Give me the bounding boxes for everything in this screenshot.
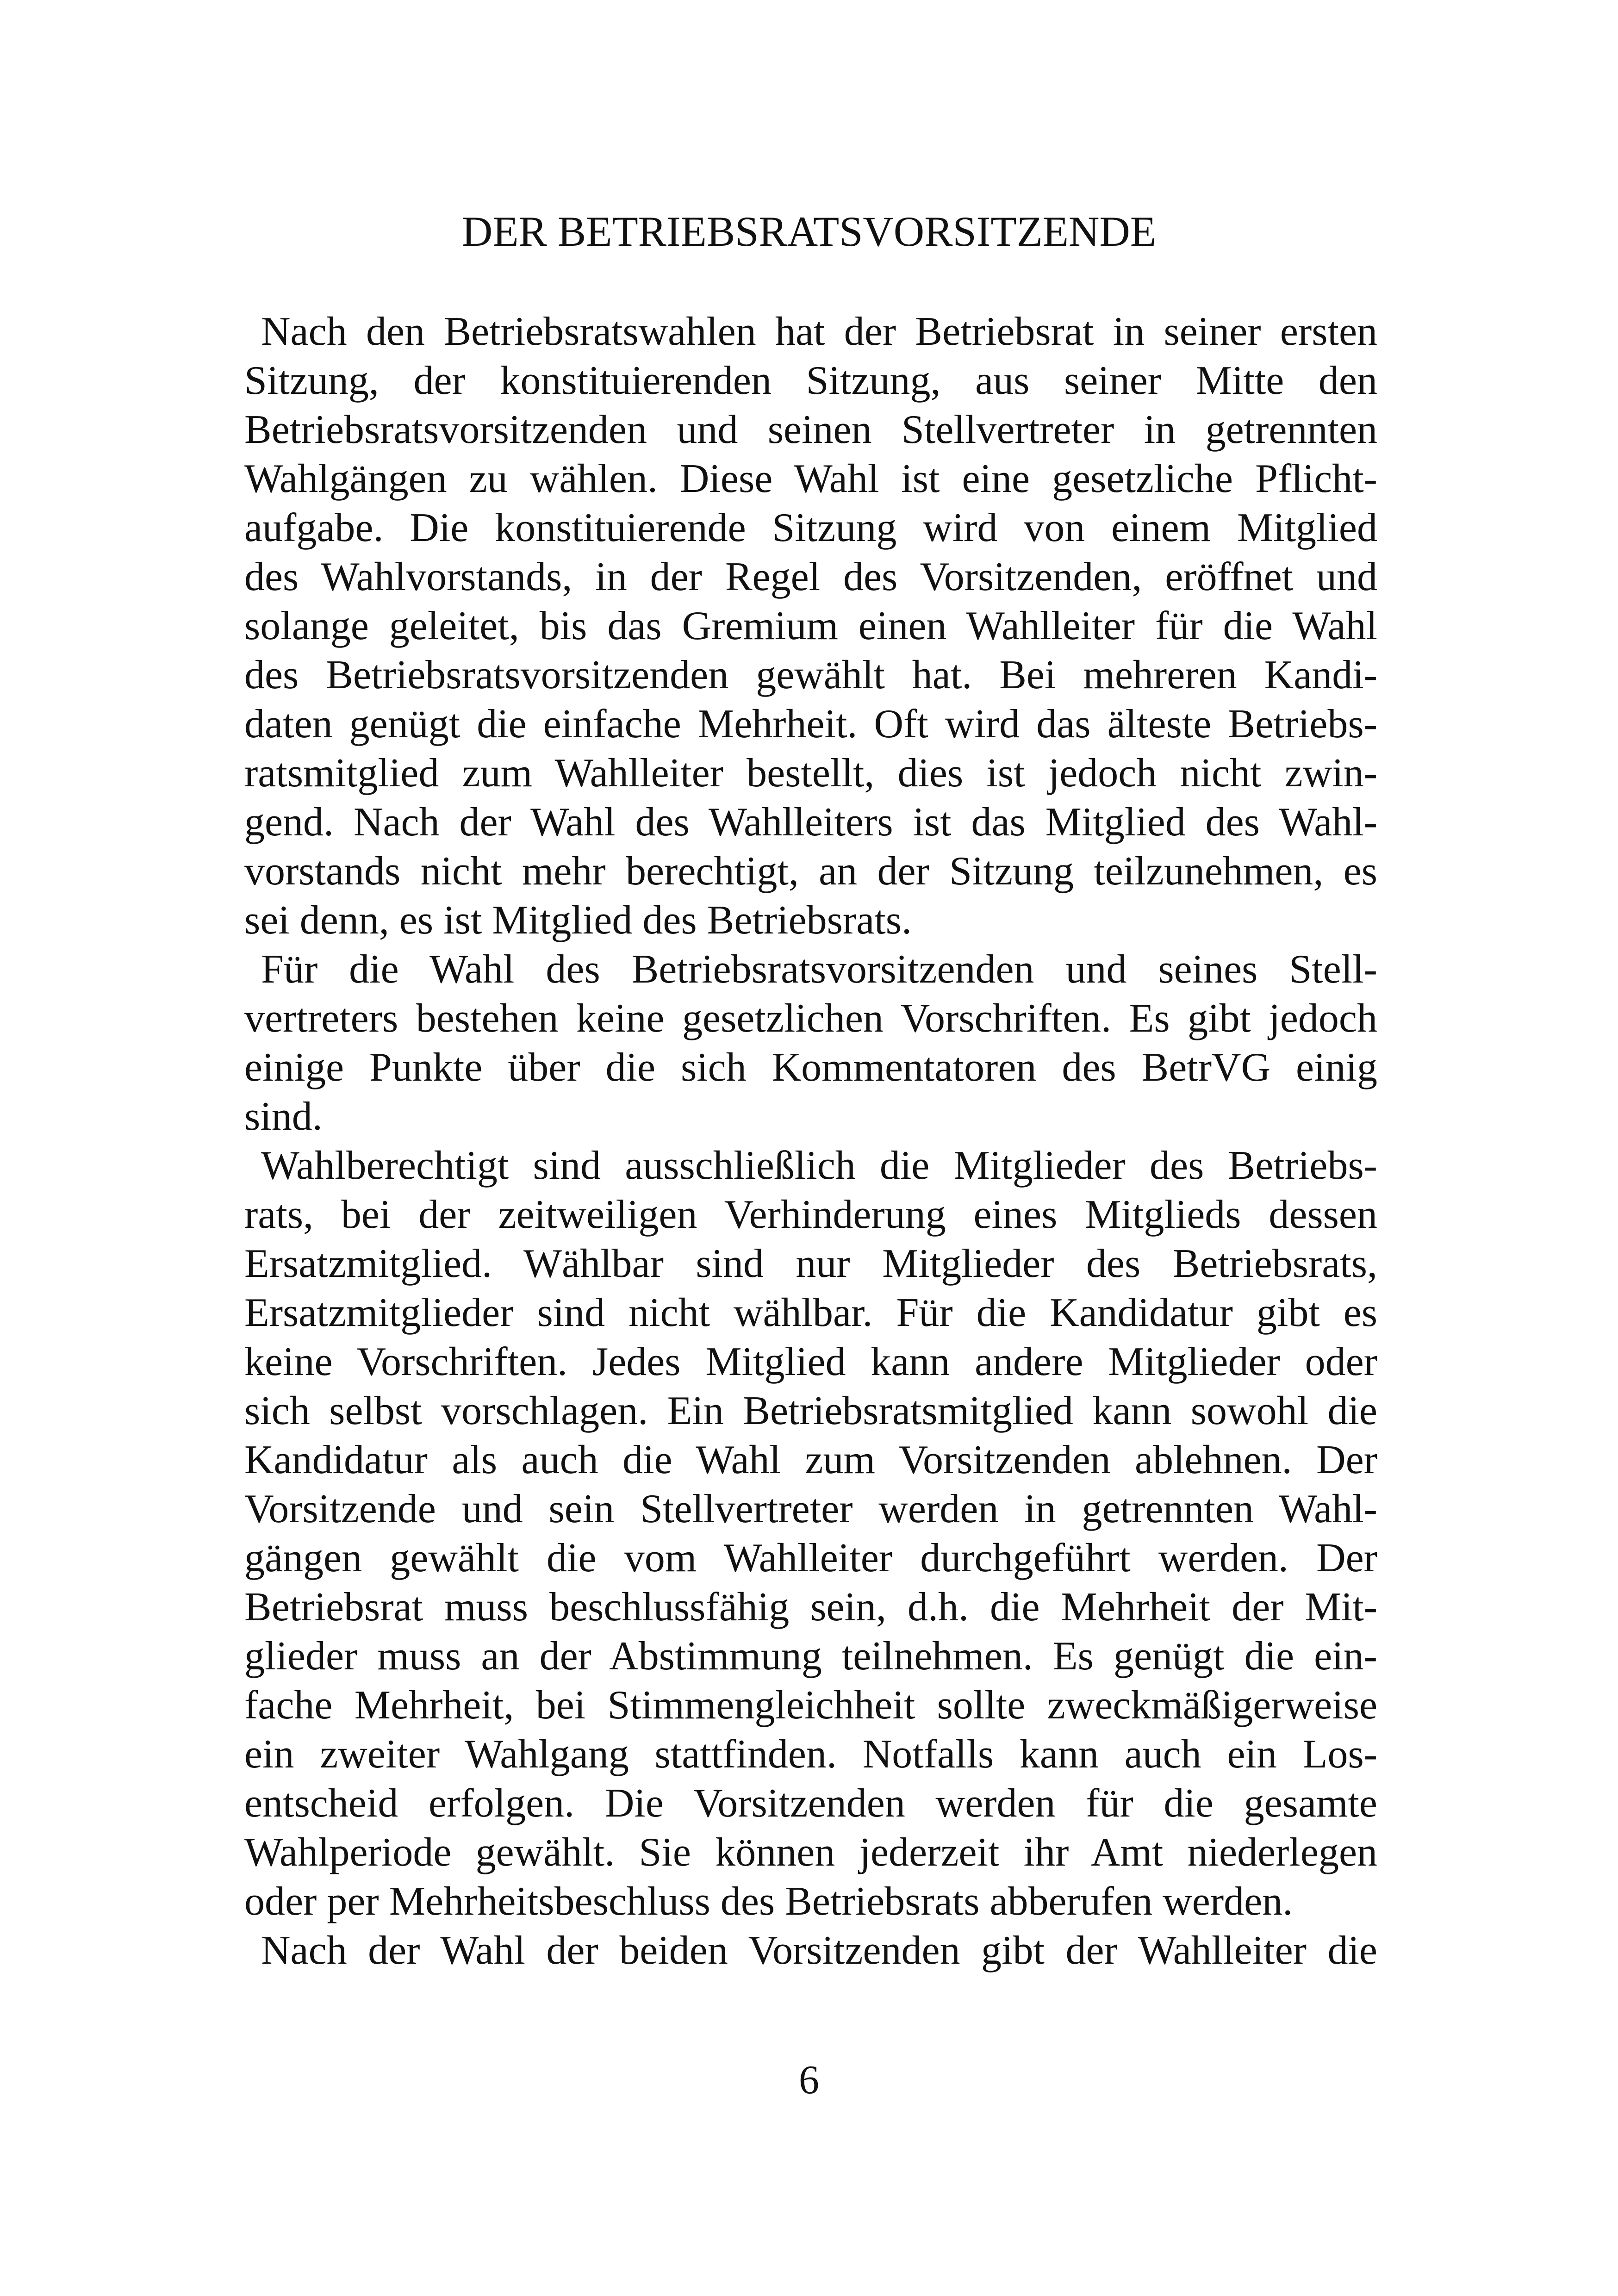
text-line: gängen gewählt die vom Wahlleiter durchgeführt werden. Der	[244, 1536, 1377, 1580]
text-line: Kandidatur als auch die Wahl zum Vorsitzenden ablehnen. Der	[244, 1437, 1377, 1482]
text-line: des Wahlvorstands, in der Regel des Vorsitzenden, eröffnet und	[244, 554, 1377, 599]
text-line: entscheid erfolgen. Die Vorsitzenden werden für die gesamte	[244, 1781, 1377, 1826]
text-line: Für die Wahl des Betriebsratsvorsitzenden und seines Stell-	[261, 947, 1377, 992]
text-line: fache Mehrheit, bei Stimmengleichheit sollte zweckmäßigerweise	[244, 1683, 1377, 1728]
text-line: oder per Mehrheitsbeschluss des Betriebsrats abberufen werden.	[244, 1879, 1293, 1924]
text-line: Vorsitzende und sein Stellvertreter werden in getrennten Wahl-	[244, 1487, 1377, 1531]
text-line: Ersatzmitglieder sind nicht wählbar. Für die Kandidatur gibt es	[244, 1290, 1377, 1335]
text-line: solange geleitet, bis das Gremium einen Wahlleiter für die Wahl	[244, 604, 1377, 648]
text-line: ratsmitglied zum Wahlleiter bestellt, dies ist jedoch nicht zwin-	[244, 751, 1377, 796]
text-line: Nach der Wahl der beiden Vorsitzenden gibt der Wahlleiter die	[261, 1928, 1377, 1973]
text-line: gend. Nach der Wahl des Wahlleiters ist das Mitglied des Wahl-	[244, 800, 1377, 845]
text-line: sich selbst vorschlagen. Ein Betriebsratsmitglied kann sowohl die	[244, 1388, 1377, 1433]
text-line: Ersatzmitglied. Wählbar sind nur Mitglieder des Betriebsrats,	[244, 1241, 1377, 1286]
text-line: daten genügt die einfache Mehrheit. Oft wird das älteste Betriebs-	[244, 702, 1377, 747]
text-line: Betriebsratsvorsitzenden und seinen Stellvertreter in getrennten	[244, 407, 1377, 452]
text-line: aufgabe. Die konstituierende Sitzung wird von einem Mitglied	[244, 505, 1377, 550]
text-line: ein zweiter Wahlgang stattfinden. Notfalls kann auch ein Los-	[244, 1732, 1377, 1777]
page-number: 6	[799, 2058, 819, 2103]
text-line: Nach den Betriebsratswahlen hat der Betriebsrat in seiner ersten	[261, 309, 1377, 354]
text-line: vertreters bestehen keine gesetzlichen Vorschriften. Es gibt jedoch	[244, 996, 1377, 1041]
text-line: Wahlgängen zu wählen. Diese Wahl ist eine gesetzliche Pflicht-	[244, 456, 1377, 501]
text-line: Wahlberechtigt sind ausschließlich die Mitglieder des Betriebs-	[261, 1143, 1377, 1188]
text-line: sei denn, es ist Mitglied des Betriebsrats.	[244, 898, 912, 943]
text-line: glieder muss an der Abstimmung teilnehmen. Es genügt die ein-	[244, 1634, 1377, 1679]
text-line: Wahlperiode gewählt. Sie können jederzeit ihr Amt niederlegen	[244, 1830, 1377, 1875]
text-line: keine Vorschriften. Jedes Mitglied kann andere Mitglieder oder	[244, 1339, 1377, 1384]
text-line: einige Punkte über die sich Kommentatoren des BetrVG einig	[244, 1045, 1377, 1090]
body-text	[244, 307, 1377, 1975]
text-line: sind.	[244, 1094, 323, 1139]
text-line: Sitzung, der konstituierenden Sitzung, aus seiner Mitte den	[244, 358, 1377, 403]
text-line: Betriebsrat muss beschlussfähig sein, d.h. die Mehrheit der Mit-	[244, 1585, 1377, 1630]
text-line: vorstands nicht mehr berechtigt, an der Sitzung teilzunehmen, es	[244, 849, 1377, 894]
text-line: rats, bei der zeitweiligen Verhinderung eines Mitglieds dessen	[244, 1192, 1377, 1237]
page-title: DER BETRIEBSRATSVORSITZENDE	[461, 208, 1157, 255]
text-line: des Betriebsratsvorsitzenden gewählt hat. Bei mehreren Kandi-	[244, 653, 1377, 697]
